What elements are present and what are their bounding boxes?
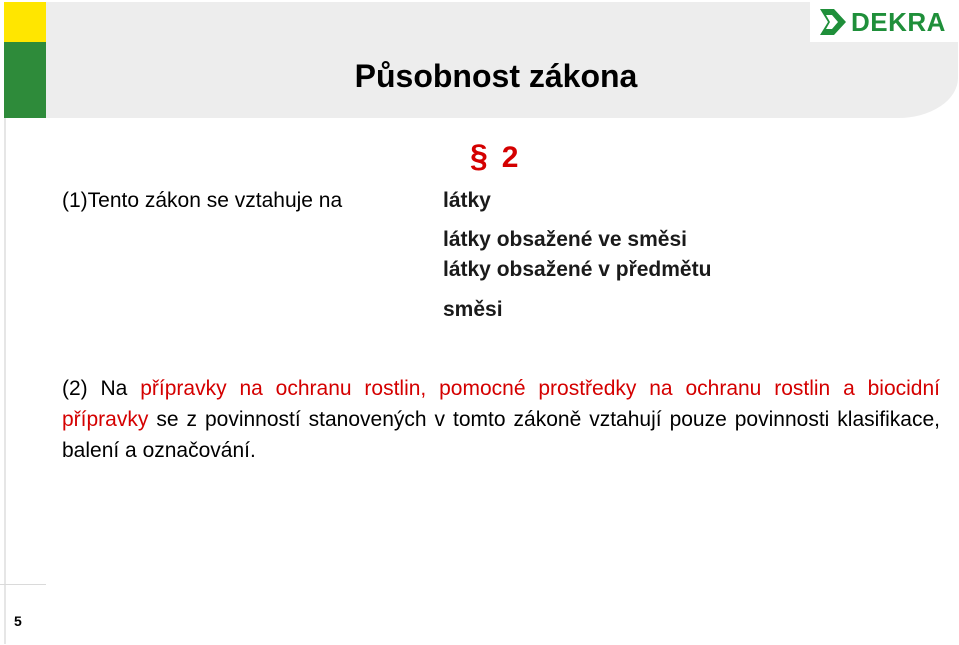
section-number: 2: [501, 141, 519, 174]
section-heading: [470, 138, 518, 175]
brand-yellow-block: [4, 2, 46, 42]
list-item: směsi: [443, 298, 503, 321]
dekra-arrow-icon: [818, 7, 848, 37]
slide-title: Působnost zákona: [354, 58, 638, 94]
list-item: látky obsažené v předmětu: [443, 258, 712, 281]
header-bar: [46, 2, 810, 42]
left-divider: [4, 118, 6, 644]
paragraph-suffix: se z povinností stanovených v tomto zákoně vztahují pouze povinnosti klasifikace, balení a označování.: [62, 408, 940, 462]
paragraph-prefix: (2) Na: [62, 377, 141, 400]
page-number-box: [0, 584, 46, 645]
list-item: látky: [443, 189, 491, 212]
logo-text: DEKRA: [851, 6, 946, 37]
intro-text: (1)Tento zákon se vztahuje na: [62, 189, 343, 212]
section-sign: §: [470, 138, 488, 174]
paragraph-highlight: přípravky na ochranu rostlin, pomocné prostředky na ochranu rostlin a biocidní přípravky: [62, 377, 940, 431]
list-item: látky obsažené ve směsi: [443, 228, 687, 251]
paragraph-2: [62, 373, 940, 466]
page-number: 5: [14, 613, 22, 629]
dekra-logo: [810, 2, 958, 42]
